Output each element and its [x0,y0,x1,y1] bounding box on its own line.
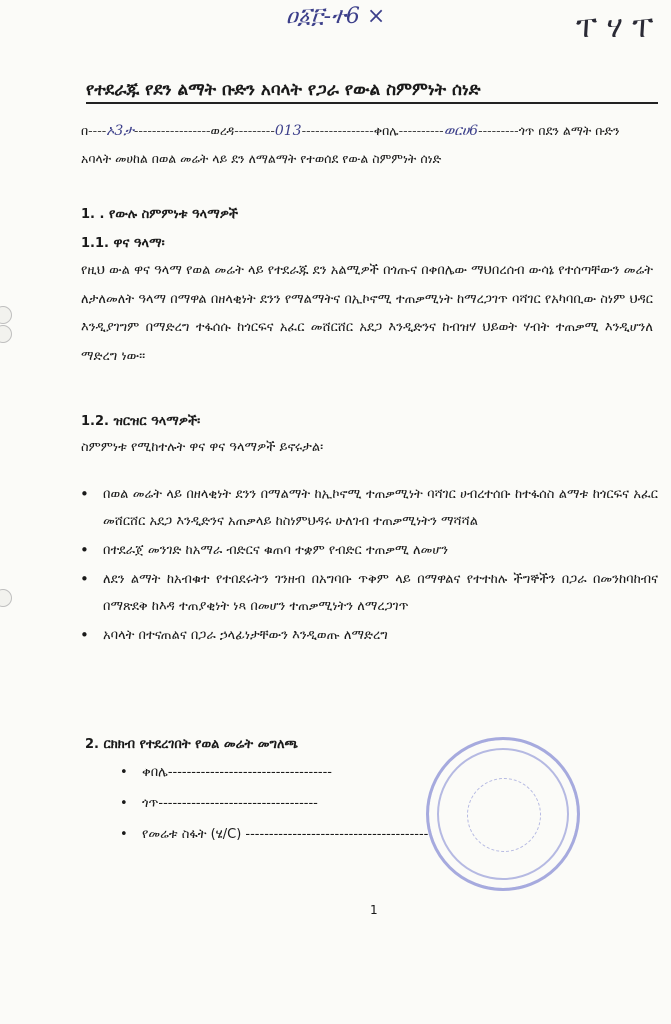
official-stamp [426,737,580,891]
stamp-center-ring [467,778,541,852]
section-1-1-paragraph: የዚህ ውል ዋና ዓላማ የወል መሬት ላይ የተደራጁ ደን አልሚዎች በጎጡና በቀበሌው ማህበረሰብ ውሳኔ የተሰጣቸውን መሬት ለታለመለት ዓላማ በማዋል በዘላቂነት ደንን የማልማትና በኢኮኖሚ ተጠቃሚነት ከማረጋገጥ ባሻገር የአካባቢው ስነም ህዳር እንዲያገግም በማድረግ ተፋሰሱ ከጎርፍና አፈር መሸርሸር አደጋ እንዲድንና ከብዝሃ ህይወት ሃብት ተጠቃሚ እንዲሆንለ ማድረግ ነው፡፡ [81,263,653,364]
punch-hole [0,306,12,324]
handwritten-woreda: ኦ3ታ [106,123,134,139]
handwritten-kebele-code: 013 [274,123,302,139]
page-number: 1 [370,903,378,917]
punch-hole [0,325,12,343]
list-item: • በተደራጀ መንገድ ከአማራ ብድርና ቁጠባ ተቋም የብድር ተጠቃሚ ለመሆን [80,537,658,564]
intro-line-2: አባላት መሀከል በወል መሬት ላይ ደን ለማልማት የተወሰደ የውል ስምምነት ሰነድ [81,151,442,166]
punch-hole [0,589,12,607]
handwritten-reference-code: ዐ፩፫-ተ6 × [286,4,386,29]
list-item: • ለደን ልማት ከአብቁተ የተበደሩትን ገንዘብ በአግባቡ ጥቅም ላይ በማዋልና የተተከሉ ችግኞችን በጋራ በመንከባከብና በማጽደቅ ከእዳ ተጠያቂነት ነጻ በመሆን ተጠቃሚነትን ለማረጋገጥ [80,566,658,620]
section-1-heading: 1. . የውሉ ስምምነቱ ዓላማዎች [81,207,239,222]
land-description-list [120,765,428,858]
section-1-2-intro: ስምምነቱ የሚከተሉት ዋና ዋና ዓላማዎች ይኖሩታል፡ [81,440,324,455]
section-1-1-heading: 1.1. ዋና ዓላማ፡ [81,236,165,251]
list-item: • በወል መሬት ላይ በዘላቂነት ደንን በማልማት ከኢኮኖሚ ተጠቃሚነት ባሻገር ሀብረተሰቡ ከተፋሰስ ልማቱ ከጎርፍና አፈር መሸርሸር አደጋ እንዲድንና አጠቃላይ ከስነምህዳሩ ሁለገብ ተጠቃሚነትን ማሻሻል [80,481,658,535]
document-title: የተደራጁ የደን ልማት ቡድን አባላት የጋራ የውል ስምምነት ሰነድ [86,80,658,104]
section-1-2-heading: 1.2. ዝርዝር ዓላማዎች፡ [81,414,201,429]
handwritten-page-mark: ፐ ሃ ፐ [576,10,654,45]
intro-line-1: በ----ኦ3ታ-----------------ወረዳ---------013----------------ቀበሌ----------ወርሀ6---------ጎጥ በደን ልማት ቡድን [81,123,620,139]
handwritten-got: ወርሀ6 [443,123,479,139]
list-item: • የመሬቱ ስፋት (ሄ/C) --------------------------------------- [120,827,428,858]
list-item: • አባላት በተናጠልና በጋራ ኃላፊነታቸውን እንዲወጡ ለማድረግ [80,622,658,649]
section-2-heading: 2. ርክክብ የተደረገበት የወል መሬት መግለጫ [85,737,299,752]
objectives-list [80,481,658,649]
list-item: • ጎጥ---------------------------------- [120,796,428,827]
list-item: • ቀበሌ----------------------------------- [120,765,428,796]
